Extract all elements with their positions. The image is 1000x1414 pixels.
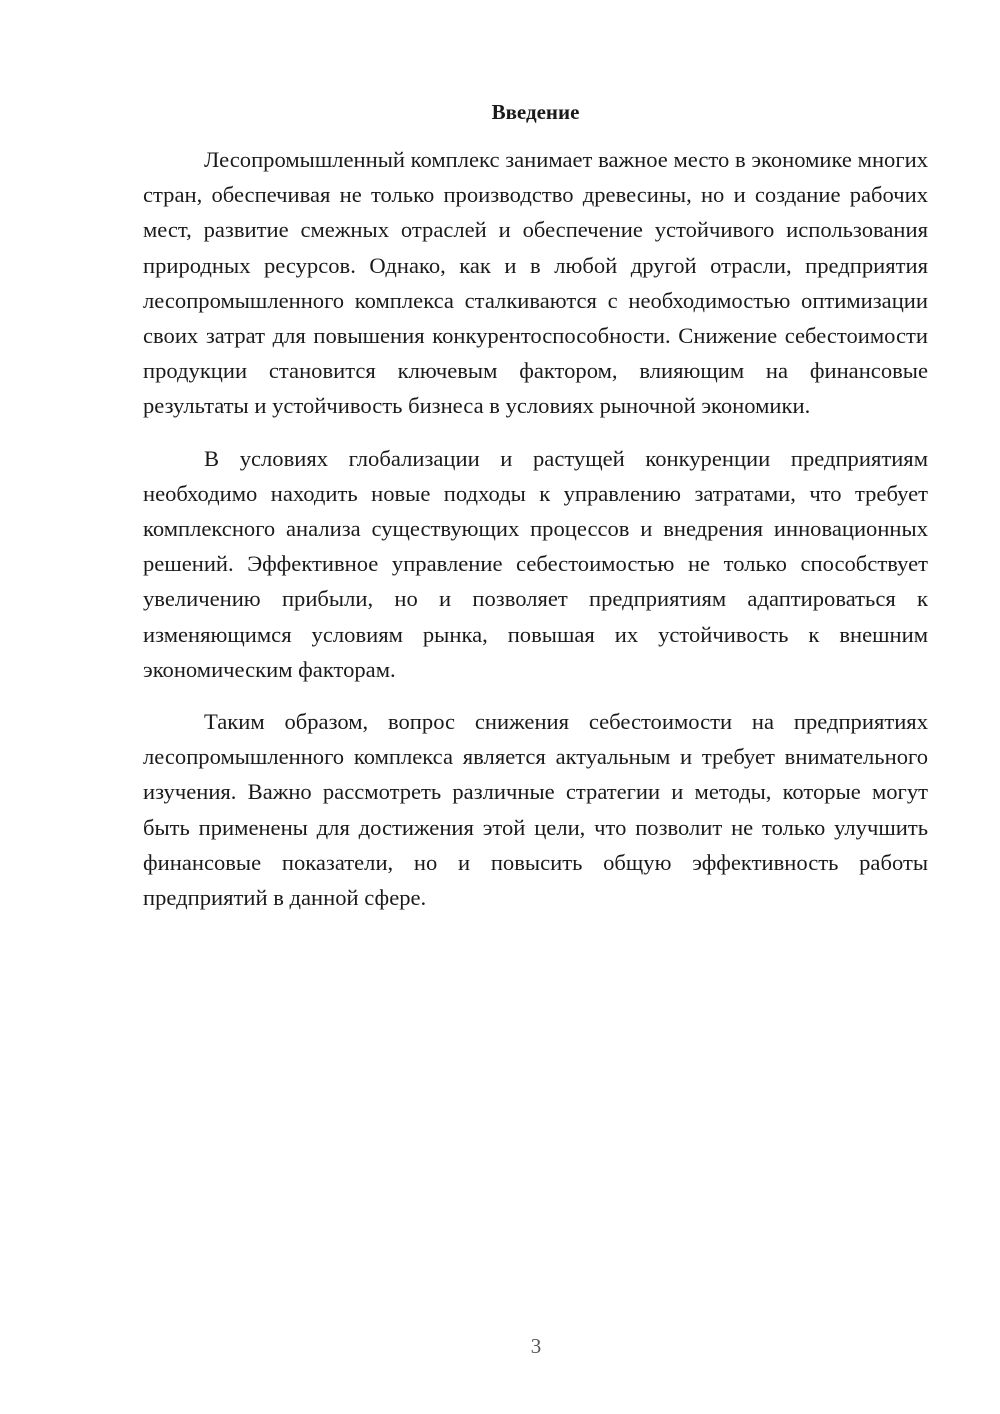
page-title: Введение [491,100,580,124]
paragraph-2: В условиях глобализации и растущей конкуренции предприятиям необходимо находить новые подходы к управлению затратами, что требует комплексного анализа существующих процессов и внедрения инновационных решений. Эффективное управление себестоимостью не только способствует увеличению прибыли, но и позволяет предприятиям адаптироваться к изменяющимся условиям рынка, повышая их устойчивость к внешним экономическим факторам. [143,445,928,682]
document-body [143,142,928,932]
page-number: 3 [530,1334,542,1358]
paragraph-1: Лесопромышленный комплекс занимает важное место в экономике многих стран, обеспечивая не только производство древесины, но и создание рабочих мест, развитие смежных отраслей и обеспечение устойчивого использования природных ресурсов. Однако, как и в любой другой отрасли, предприятия лесопромышленного комплекса сталкиваются с необходимостью оптимизации своих затрат для повышения конкурентоспособности. Снижение себестоимости продукции становится ключевым фактором, влияющим на финансовые результаты и устойчивость бизнеса в условиях рыночной экономики. [143,147,928,419]
paragraph-3: Таким образом, вопрос снижения себестоимости на предприятиях лесопромышленного комплекса является актуальным и требует внимательного изучения. Важно рассмотреть различные стратегии и методы, которые могут быть применены для достижения этой цели, что позволит не только улучшить финансовые показатели, но и повысить общую эффективность работы предприятий в данной сфере. [143,709,928,911]
